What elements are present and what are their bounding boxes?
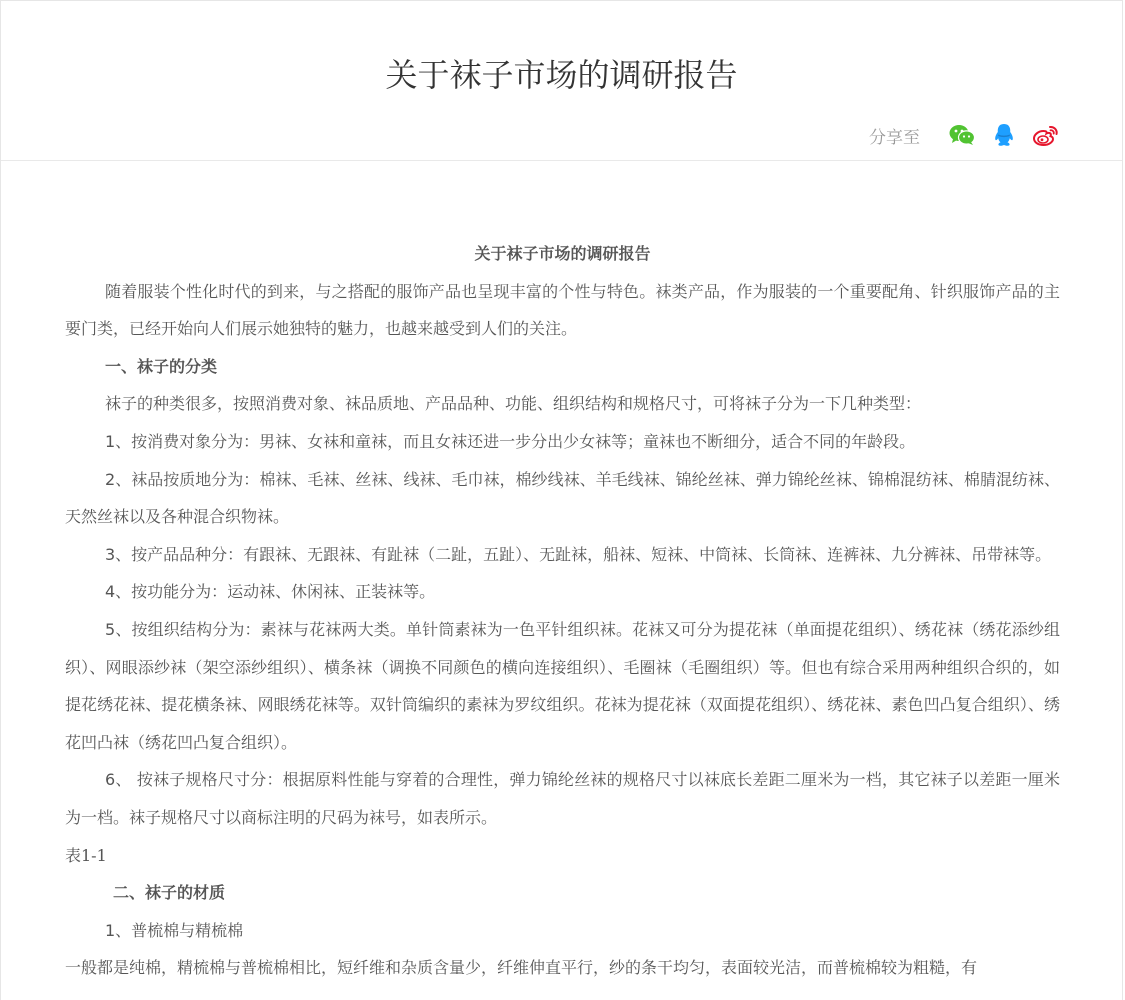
intro-paragraph: 随着服装个性化时代的到来，与之搭配的服饰产品也呈现丰富的个性与特色。袜类产品，作为服装的一个重要配角、针织服饰产品的主要门类，已经开始向人们展示她独特的魅力，也越来越受到人们的关注。 [65,281,1060,339]
share-label: 分享至 [869,127,920,148]
qq-icon[interactable] [990,121,1018,149]
list-item: 1、按消费对象分为：男袜、女袜和童袜，而且女袜还进一步分出少女袜等；童袜也不断细分，适合不同的年龄段。 [105,431,916,451]
cut-off-paragraph: 一般都是纯棉，精梳棉与普梳棉相比，短纤维和杂质含量少，纤维伸直平行，纱的条干均匀，表面较光洁，而普梳棉较为粗糙，有 [65,958,978,978]
section-intro-paragraph: 袜子的种类很多，按照消费对象、袜品质地、产品品种、功能、组织结构和规格尺寸，可将袜子分为一下几种类型： [105,394,922,414]
list-item: 2、袜品按质地分为：棉袜、毛袜、丝袜、线袜、毛巾袜，棉纱线袜、羊毛线袜、锦纶丝袜、弹力锦纶丝袜、锦棉混纺袜、棉腈混纺袜、天然丝袜以及各种混合织物袜。 [65,469,1060,527]
section-heading-classification: 一、袜子的分类 [105,356,218,376]
list-item: 5、按组织结构分为：素袜与花袜两大类。单针筒素袜为一色平针组织袜。花袜又可分为提花袜（单面提花组织）、绣花袜（绣花添纱组织）、网眼添纱袜（架空添纱组织）、横条袜（调换不同颜色的横向连接组织）、毛圈袜（毛圈组织）等。但也有综合采用两种组织合织的，如提花绣花袜、提花横条袜、网眼绣花袜等。双针筒编织的素袜为罗纹组织。花袜为提花袜（双面提花组织）、绣花袜、素色凹凸复合组织）、绣花凹凸袜（绣花凹凸复合组织）。 [65,619,1060,752]
sub-item: 1、普梳棉与精梳棉 [105,920,244,940]
list-item: 6、 按袜子规格尺寸分：根据原料性能与穿着的合理性，弹力锦纶丝袜的规格尺寸以袜底长差距二厘米为一档，其它袜子以差距一厘米为一档。袜子规格尺寸以商标注明的尺码为袜号，如表所示。 [65,770,1060,827]
share-bar [869,121,1060,149]
weibo-icon[interactable] [1032,121,1060,149]
section-heading-material: 二、袜子的材质 [113,883,226,903]
table-label: 表1-1 [65,845,107,865]
article-heading: 关于袜子市场的调研报告 [474,244,651,263]
wechat-icon[interactable] [948,121,976,149]
article-body [65,235,1060,987]
article-header [1,1,1122,161]
list-item: 3、按产品品种分：有跟袜、无跟袜、有趾袜（二趾，五趾）、无趾袜，船袜、短袜、中筒袜、长筒袜、连裤袜、九分裤袜、吊带袜等。 [105,544,1052,564]
list-item: 4、按功能分为：运动袜、休闲袜、正装袜等。 [105,582,436,602]
page-title: 关于袜子市场的调研报告 [385,56,738,94]
